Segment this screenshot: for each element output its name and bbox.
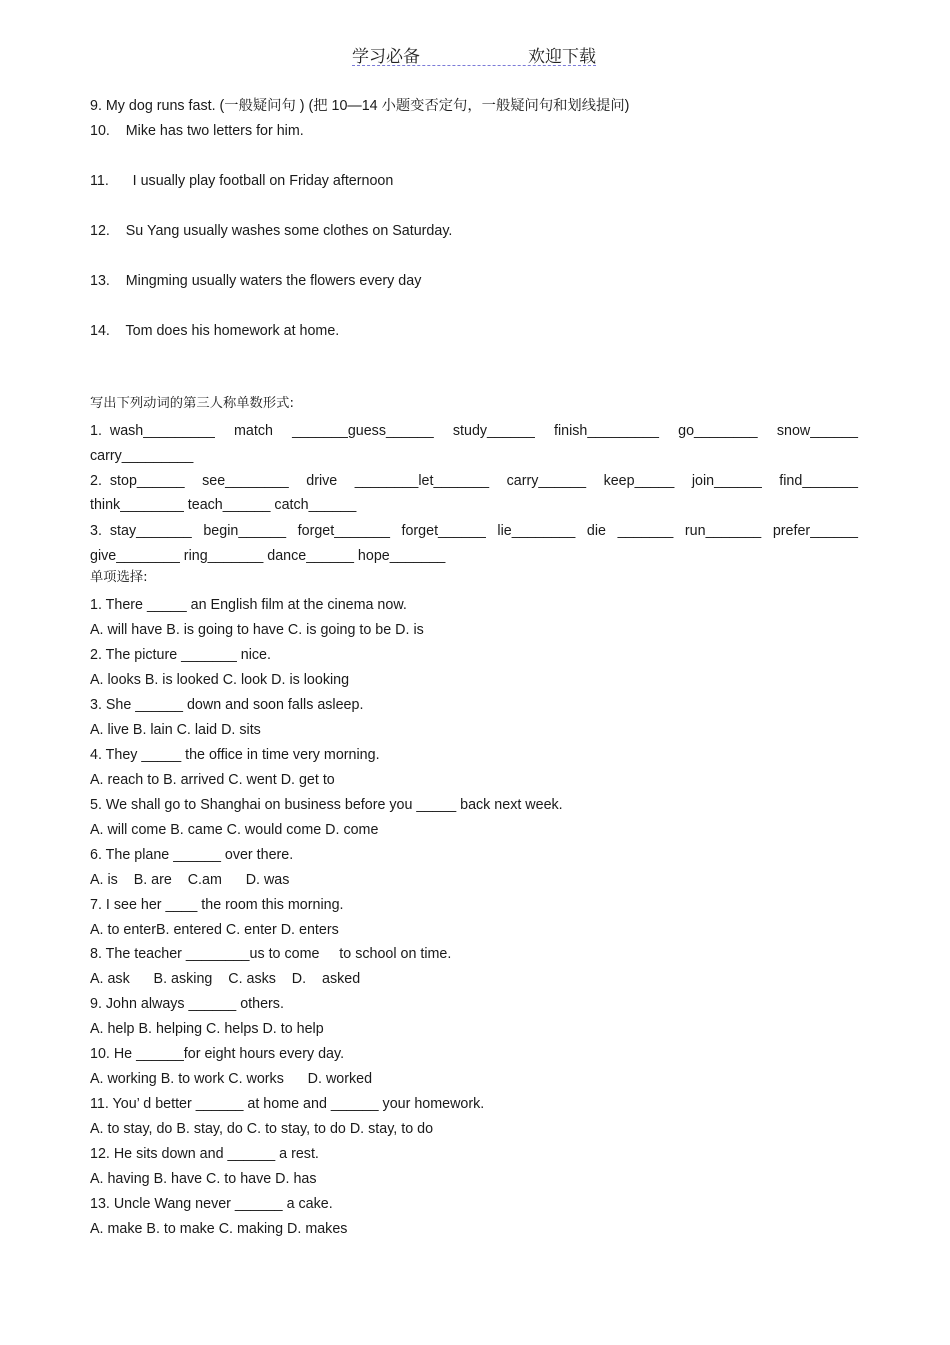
transform-q13: 13. Mingming usually waters the flowers every day [90, 273, 422, 289]
choice-options: A. reach to B. arrived C. went D. get to [90, 771, 335, 788]
choice-question: 1. There _____ an English film at the cinema now. [90, 597, 407, 613]
verb-item: finish_________ [553, 423, 659, 439]
choice-options: A. will have B. is going to have C. is going to be D. is [90, 622, 424, 638]
verbs-row-3-continued: give________ ring_______ dance______ hope_______ [90, 548, 446, 564]
choice-options: A. working B. to work C. works D. worked [90, 1071, 373, 1088]
transform-q9: 9. My dog runs fast. (一般疑问句 ) (把 10—14 小题变否定句，一般疑问句和划线提问) [90, 98, 630, 114]
choice-question: 9. John always ______ others. [90, 996, 284, 1013]
choice-question: 8. The teacher ________us to come to school on time. [90, 946, 452, 963]
choice-options: A. live B. lain C. laid D. sits [90, 721, 261, 738]
verb-item: 2. stop______ [90, 473, 185, 489]
choice-question: 6. The plane ______ over there. [90, 846, 294, 863]
verb-item: study______ [452, 423, 535, 439]
verb-item: keep_____ [603, 473, 675, 489]
verb-item: lie________ [497, 523, 576, 539]
choice-question: 2. The picture _______ nice. [90, 646, 271, 663]
verbs-row-1 [90, 421, 858, 441]
transform-q14: 14. Tom does his homework at home. [90, 323, 340, 339]
verb-item: prefer______ [772, 523, 858, 539]
page-header [352, 42, 596, 66]
choice-question: 11. You’ d better ______ at home and ______ your homework. [90, 1096, 485, 1113]
choice-section-title: 单项选择: [90, 570, 148, 585]
choice-question: 7. I see her ____ the room this morning. [90, 896, 344, 913]
header-dashed-rule [352, 65, 596, 66]
verbs-row-2-continued: think________ teach______ catch______ [90, 497, 357, 513]
verb-item: carry______ [506, 473, 587, 489]
transform-q12: 12. Su Yang usually washes some clothes on Saturday. [90, 223, 453, 239]
choice-question: 10. He ______for eight hours every day. [90, 1046, 345, 1063]
verb-item: _______guess______ [292, 423, 434, 439]
verb-item: see________ [202, 473, 289, 489]
header-left-text: 学习必备 [352, 47, 420, 67]
verb-item: go________ [678, 423, 758, 439]
choice-question: 3. She ______ down and soon falls asleep. [90, 696, 364, 713]
verbs-row-2 [90, 471, 858, 491]
transform-q11: 11. I usually play football on Friday afternoon [90, 173, 394, 189]
verb-item: run_______ [684, 523, 762, 539]
verb-item: drive [306, 473, 338, 489]
verb-item: die [586, 523, 607, 539]
choice-question: 5. We shall go to Shanghai on business before you _____ back next week. [90, 796, 563, 813]
choice-options: A. is B. are C.am D. was [90, 871, 290, 888]
verb-item: snow______ [776, 423, 858, 439]
choice-question: 4. They _____ the office in time very morning. [90, 746, 380, 763]
verb-item: find_______ [779, 473, 858, 489]
verb-item: 1. wash_________ [90, 423, 215, 439]
header-right-text: 欢迎下载 [528, 47, 596, 67]
choice-options: A. ask B. asking C. asks D. asked [90, 971, 361, 988]
choice-question: 13. Uncle Wang never ______ a cake. [90, 1196, 333, 1212]
choice-options: A. help B. helping C. helps D. to help [90, 1021, 324, 1038]
verb-item: match [234, 423, 273, 439]
choice-options: A. to enterB. entered C. enter D. enters [90, 921, 339, 938]
choice-options: A. make B. to make C. making D. makes [90, 1221, 348, 1237]
transform-q10: 10. Mike has two letters for him. [90, 123, 304, 139]
choice-options: A. will come B. came C. would come D. come [90, 821, 379, 838]
verb-item: forget______ [401, 523, 486, 539]
verbs-section-title: 写出下列动词的第三人称单数形式: [90, 396, 294, 411]
choice-options: A. to stay, do B. stay, do C. to stay, to do D. stay, to do [90, 1121, 434, 1138]
verb-item: begin______ [203, 523, 287, 539]
verb-item: _______ [617, 523, 674, 539]
verbs-row-3 [90, 521, 858, 541]
choice-options: A. having B. have C. to have D. has [90, 1171, 317, 1188]
verbs-row-1-continued: carry_________ [90, 448, 194, 464]
verb-item: 3. stay_______ [90, 523, 192, 539]
verb-item: join______ [691, 473, 762, 489]
choice-options: A. looks B. is looked C. look D. is looking [90, 671, 350, 688]
choice-question: 12. He sits down and ______ a rest. [90, 1146, 319, 1163]
verb-item: forget_______ [297, 523, 390, 539]
verb-item: ________let_______ [354, 473, 490, 489]
